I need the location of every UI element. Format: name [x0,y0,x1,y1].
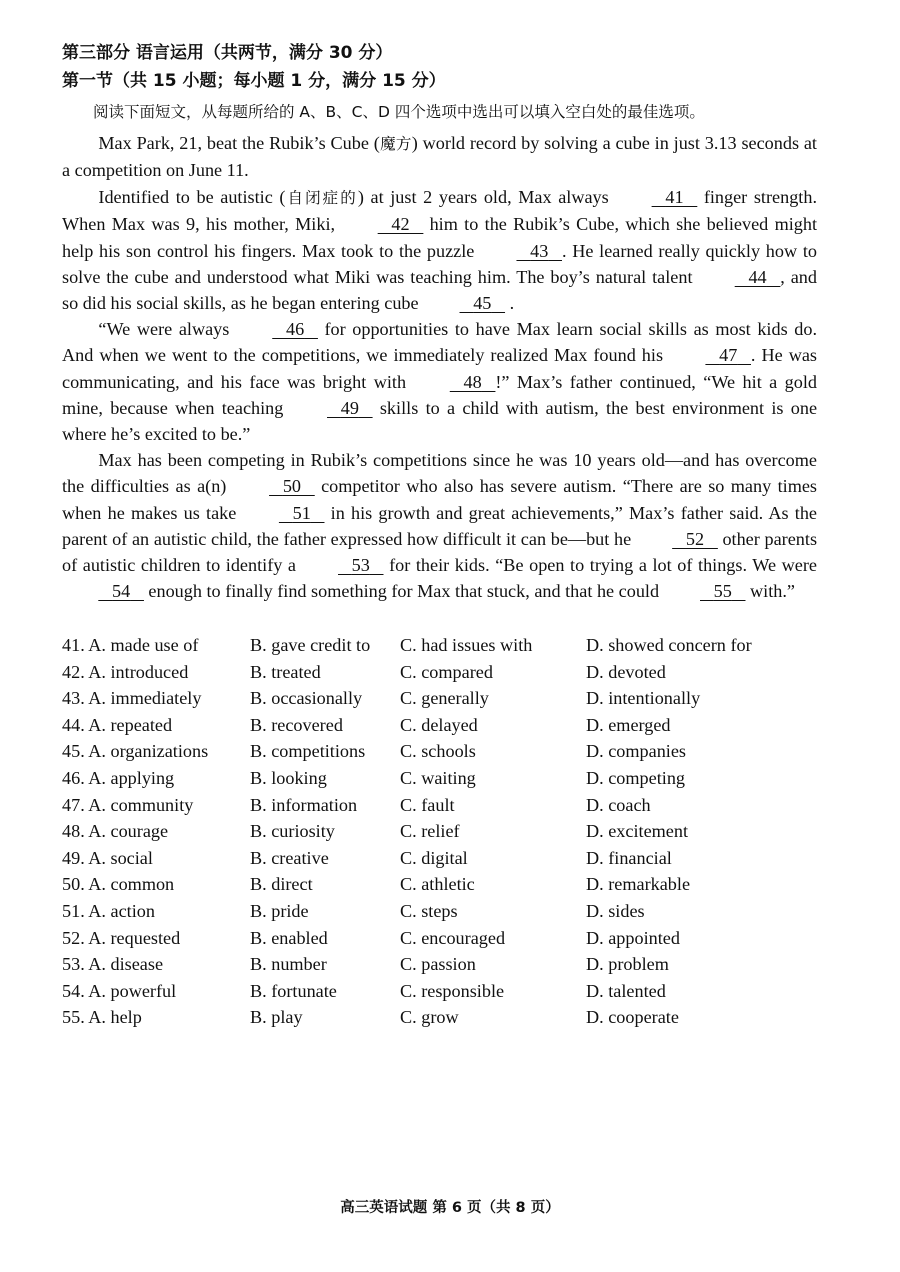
text-run: “We were always [98,319,230,339]
option-d: D. devoted [586,661,666,682]
instruction: 阅读下面短文，从每题所给的 A、B、C、D 四个选项中选出可以填入空白处的最佳选项。 [93,103,705,121]
option-b: B. creative [250,847,329,868]
option-a: 46. A. applying [62,767,175,788]
paragraph-4 [62,447,817,605]
option-d: D. competing [586,767,686,788]
option-row-54 [62,978,822,1005]
option-a: 41. A. made use of [62,635,199,655]
option-a: 55. A. help [62,1007,142,1028]
option-c: C. fault [400,794,455,815]
option-d: D. sides [586,900,645,921]
paragraph-2 [62,184,817,316]
option-c: C. generally [400,688,489,709]
option-row-53 [62,951,822,978]
blank-52: 52 [685,528,705,549]
paragraph-1 [62,130,817,184]
option-a: 52. A. requested [62,927,181,948]
option-d: D. excitement [586,821,689,842]
blank-48: 48 [463,371,482,392]
blank-45: 45 [473,293,492,314]
option-b: B. competitions [250,741,366,762]
option-b: B. recovered [250,714,343,735]
blank-42: 42 [391,214,410,235]
option-c: C. had issues with [400,635,533,655]
blank-53: 53 [351,555,370,576]
answer-options [62,632,822,1031]
option-row-41 [62,632,822,659]
option-c: C. digital [400,847,468,868]
option-d: D. appointed [586,927,680,948]
text-run: skills to a child with autism, the best environment is one where he’s excited to be.” [62,397,818,445]
text-run-cn: 魔方 [379,135,412,153]
option-c: C. athletic [400,874,475,895]
option-b: B. pride [250,900,309,921]
option-b: B. curiosity [250,821,335,842]
option-d: D. companies [586,741,687,762]
option-c: C. compared [400,661,493,682]
text-run: Max Park, 21, beat the Rubik’s Cube ( [98,133,380,153]
option-a: 48. A. courage [62,821,169,842]
option-a: 51. A. action [62,900,155,921]
option-row-49 [62,845,822,872]
option-row-55 [62,1004,822,1031]
subsection-title: 第一节（共 15 小题；每小题 1 分，满分 15 分） [62,71,446,91]
text-run: , and so did his social skills, as he began entering cube [62,266,817,314]
option-c: C. responsible [400,980,505,1001]
option-row-50 [62,871,822,898]
text-run: . [509,293,515,314]
blank-55: 55 [713,581,732,602]
option-d: D. problem [586,954,669,975]
option-c: C. passion [400,954,476,975]
blank-44: 44 [748,266,767,287]
option-b: B. occasionally [250,688,363,709]
option-a: 42. A. introduced [62,661,189,682]
option-d: D. remarkable [586,874,691,895]
option-b: B. direct [250,874,313,895]
option-a: 49. A. social [62,847,153,868]
text-run: enough to finally find something for Max that stuck, and that he could [148,581,660,602]
option-d: D. intentionally [586,688,701,709]
option-row-47 [62,792,822,819]
option-d: D. showed concern for [586,635,752,655]
option-d: D. talented [586,980,666,1001]
option-b: B. enabled [250,927,328,948]
text-run: him to the Rubik’s Cube, which she believed might help his son control his fingers. Max took to the puzzle [62,214,818,261]
option-row-44 [62,712,822,739]
text-run-cn: 自闭症的 [285,189,358,207]
option-d: D. coach [586,794,651,815]
option-row-48 [62,818,822,845]
text-run: Identified to be autistic ( [98,187,286,207]
paragraph-3 [62,316,817,447]
text-run: competitor who also has severe autism. “There are so many times when he makes us take [62,476,818,523]
option-row-42 [62,659,822,686]
option-b: B. information [250,794,358,815]
blank-51: 51 [292,502,311,523]
option-b: B. gave credit to [250,635,371,655]
text-run: for their kids. “Be open to trying a lot of things. We were [389,555,817,576]
option-row-46 [62,765,822,792]
option-b: B. fortunate [250,980,337,1001]
text-run: !” Max’s father continued, “We hit a gold mine, because when teaching [62,371,818,418]
text-run: ) at just 2 years old, Max always [357,187,609,207]
option-b: B. number [250,954,327,975]
option-a: 44. A. repeated [62,714,173,735]
option-a: 54. A. powerful [62,980,177,1001]
option-d: D. emerged [586,714,671,735]
text-run: finger strength. When Max was 9, his mother, Miki, [62,187,817,235]
text-run: Max has been competing in Rubik’s competitions since he was 10 years old—and has overcome the difficulties as a(n) [62,450,817,497]
option-c: C. encouraged [400,927,506,948]
blank-47: 47 [719,345,738,366]
text-run: . He was communicating, and his face was bright with [62,345,817,392]
section-title: 第三部分 语言运用（共两节，满分 30 分） [62,43,393,63]
option-b: B. play [250,1007,303,1028]
blank-46: 46 [285,319,305,339]
blank-41: 41 [665,187,684,207]
option-row-45 [62,738,822,765]
option-row-51 [62,898,822,925]
text-run: ) world record by solving a cube in just 3.13 seconds at a competition on June 11. [62,133,817,181]
option-c: C. delayed [400,714,478,735]
option-d: D. cooperate [586,1007,679,1028]
option-a: 50. A. common [62,874,175,895]
option-b: B. looking [250,767,327,788]
option-c: C. grow [400,1007,459,1028]
text-run: other parents of autistic children to identify a [62,528,818,576]
text-run: for opportunities to have Max learn social skills as most kids do. And when we went to the competitions, we immediately realized Max found his [62,319,818,366]
blank-49: 49 [340,397,359,418]
text-run: with.” [750,581,795,602]
blank-50: 50 [282,476,301,497]
option-a: 45. A. organizations [62,741,209,762]
option-b: B. treated [250,661,321,682]
option-c: C. schools [400,741,476,762]
blank-43: 43 [530,240,549,261]
option-row-43 [62,685,822,712]
option-a: 47. A. community [62,794,194,815]
option-a: 43. A. immediately [62,688,202,709]
option-a: 53. A. disease [62,954,164,975]
option-c: C. steps [400,900,458,921]
option-c: C. waiting [400,767,476,788]
page-footer: 高三英语试题 第 6 页（共 8 页） [340,1200,560,1216]
option-c: C. relief [400,821,460,842]
option-d: D. financial [586,847,672,868]
text-run: in his growth and great achievements,” Max’s father said. As the parent of an autistic child, the father expressed how difficult it can be—but he [62,502,818,549]
option-row-52 [62,925,822,952]
blank-54: 54 [112,581,131,602]
text-run: . He learned really quickly how to solve the cube and understood what Miki was teaching him. The boy’s natural talent [62,240,818,287]
